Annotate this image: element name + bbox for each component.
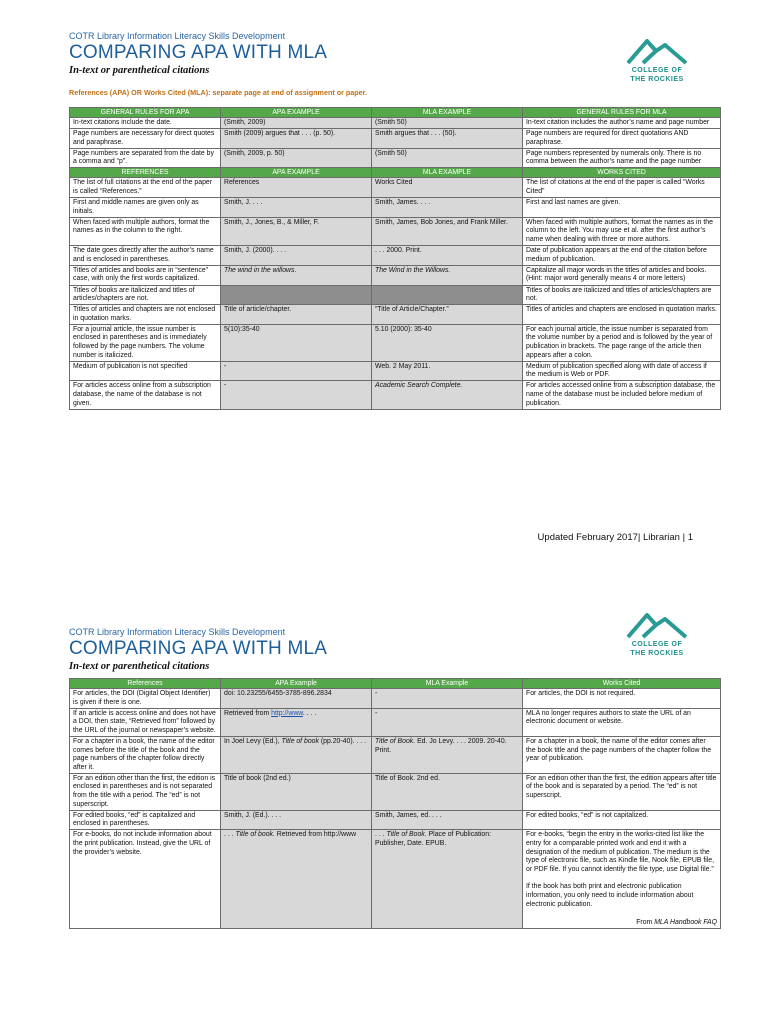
rule-mla-header: GENERAL RULES FOR MLA bbox=[523, 108, 721, 118]
table-row bbox=[70, 118, 721, 129]
table-row bbox=[70, 217, 721, 245]
apa-example-cell: - bbox=[221, 361, 372, 381]
apa-example-cell: Retrieved from http://www. . . . bbox=[221, 708, 372, 736]
table-header-row bbox=[70, 168, 721, 178]
mla-example-cell: - bbox=[372, 708, 523, 736]
rule-apa-header: REFERENCES bbox=[70, 168, 221, 178]
mla-example-cell: “Title of Article/Chapter.” bbox=[372, 305, 523, 325]
mla-example-cell: Works Cited bbox=[372, 178, 523, 198]
logo-text-line1: COLLEGE OF bbox=[631, 641, 683, 648]
table-row bbox=[70, 246, 721, 266]
mla-example-cell: Title of Book. Ed. Jo Levy. . . . 2009. 20-40. Print. bbox=[372, 736, 523, 773]
apa-mla-table-2 bbox=[69, 678, 721, 929]
mla-example-cell: (Smith 50) bbox=[372, 148, 523, 168]
page-title: COMPARING APA WITH MLA bbox=[69, 42, 328, 63]
mla-rule-cell: Capitalize all major words in the titles of articles and books. (Hint: major word generally means 4 or more letters) bbox=[523, 265, 721, 285]
apa-rule-cell: For articles, the DOI (Digital Object Identifier) is given if there is one. bbox=[70, 689, 221, 709]
table-row bbox=[70, 689, 721, 709]
rule-mla-header: WORKS CITED bbox=[523, 168, 721, 178]
apa-rule-cell: Titles of books are italicized and titles of articles/chapters are not. bbox=[70, 285, 221, 305]
apa-example-cell: (Smith, 2009) bbox=[221, 118, 372, 129]
apa-example-header: APA EXAMPLE bbox=[221, 108, 372, 118]
table-row bbox=[70, 265, 721, 285]
page-subtitle: In-text or parenthetical citations bbox=[69, 65, 210, 76]
mla-rule-cell: Titles of books are italicized and titles of articles/chapters are not. bbox=[523, 285, 721, 305]
apa-rule-cell: In-text citations include the date. bbox=[70, 118, 221, 129]
apa-mla-table-1 bbox=[69, 107, 721, 410]
table-header-row bbox=[70, 679, 721, 689]
mla-rule-cell: When faced with multiple authors, format the names as in the column to the left. You may use et al. after the first author’s name when dealing with three or more authors. bbox=[523, 217, 721, 245]
logo-text-line2: THE ROCKIES bbox=[630, 76, 684, 83]
example-url-link[interactable]: http://www bbox=[271, 709, 303, 717]
mla-rule-cell: Date of publication appears at the end of the citation before medium of publication. bbox=[523, 246, 721, 266]
apa-rule-cell: Medium of publication is not specified bbox=[70, 361, 221, 381]
table-row bbox=[70, 129, 721, 149]
mla-rule-cell: For a chapter in a book, the name of the editor comes after the book title and the page numbers of the chapter follow the year of publication. bbox=[523, 736, 721, 773]
page-subtitle: In-text or parenthetical citations bbox=[69, 661, 210, 672]
table-row bbox=[70, 708, 721, 736]
mla-example-header: MLA EXAMPLE bbox=[372, 168, 523, 178]
mla-example-cell: Smith, James, ed. . . . bbox=[372, 810, 523, 830]
apa-example-cell: (Smith, 2009, p. 50) bbox=[221, 148, 372, 168]
page-title: COMPARING APA WITH MLA bbox=[69, 638, 328, 659]
mla-rule-cell: For edited books, “ed” is not capitalized. bbox=[523, 810, 721, 830]
apa-rule-cell: The list of full citations at the end of the paper is called “References.” bbox=[70, 178, 221, 198]
table-row bbox=[70, 830, 721, 929]
logo-text-line2: THE ROCKIES bbox=[630, 650, 684, 657]
apa-rule-cell: The date goes directly after the author’s name and is enclosed in parentheses. bbox=[70, 246, 221, 266]
apa-example-cell: . . . Title of book. Retrieved from http://www bbox=[221, 830, 372, 929]
apa-rule-cell: For a journal article, the issue number is enclosed in parentheses and is immediately followed by the page numbers. The volume number is italicized. bbox=[70, 324, 221, 361]
apa-rule-cell: If an article is access online and does not have a DOI, then state, “Retrieved from” followed by the URL of the journal or newspaper’s website. bbox=[70, 708, 221, 736]
mla-example-cell: Title of Book. 2nd ed. bbox=[372, 773, 523, 810]
source-label: From bbox=[636, 919, 655, 927]
mla-example-header: MLA Example bbox=[372, 679, 523, 689]
apa-rule-cell: Page numbers are separated from the date by a comma and “p”. bbox=[70, 148, 221, 168]
mla-rule-cell: For articles accessed online from a subscription database, the name of the database must be included before medium of publication. bbox=[523, 381, 721, 409]
mla-rule-cell: For an edition other than the first, the edition appears after title of the book and is separated by a period. The “ed” is not superscript. bbox=[523, 773, 721, 810]
page-header bbox=[69, 31, 609, 97]
apa-example-cell: Smith, J. . . . bbox=[221, 198, 372, 218]
mla-example-cell: Smith argues that . . . (50). bbox=[372, 129, 523, 149]
org-name: COTR Library Information Literacy Skills Development bbox=[69, 627, 286, 637]
mla-example-cell: Academic Search Complete. bbox=[372, 381, 523, 409]
mla-rule-cell: First and last names are given. bbox=[523, 198, 721, 218]
apa-rule-cell: Page numbers are necessary for direct quotes and paraphrase. bbox=[70, 129, 221, 149]
table-row bbox=[70, 736, 721, 773]
apa-example-cell: The wind in the willows. bbox=[221, 265, 372, 285]
table-row bbox=[70, 178, 721, 198]
apa-rule-cell: When faced with multiple authors, format the names as in the column to the right. bbox=[70, 217, 221, 245]
page-2 bbox=[0, 610, 768, 1024]
apa-rule-cell: For an edition other than the first, the edition is enclosed in parentheses and is not separated from the title with a period. The “ed” is not superscript. bbox=[70, 773, 221, 810]
apa-example-cell: Smith, J. (Ed.). . . . bbox=[221, 810, 372, 830]
source-name: MLA Handbook FAQ bbox=[654, 919, 717, 927]
mountain-logo-icon bbox=[625, 610, 689, 640]
mla-rule-cell: The list of citations at the end of the paper is called “Works Cited” bbox=[523, 178, 721, 198]
mla-example-header: MLA EXAMPLE bbox=[372, 108, 523, 118]
mla-rule-cell: For e-books, “begin the entry in the works-cited list like the entry for a comparable printed work and end it with a designation of the medium of publication. The medium is the type of electronic file, such as Kindle file, Nook file, EPUB file, or PDF file. If you cannot identify the file type, use Digital file.” If the book has both print and electronic publication information, you only need to include information about electronic publication. From MLA Handbook FAQ bbox=[523, 830, 721, 929]
mla-example-cell: . . . 2000. Print. bbox=[372, 246, 523, 266]
table-row bbox=[70, 773, 721, 810]
mla-example-cell: Web. 2 May 2011. bbox=[372, 361, 523, 381]
apa-example-cell: 5(10):35-40 bbox=[221, 324, 372, 361]
table-row bbox=[70, 305, 721, 325]
table-header-row bbox=[70, 108, 721, 118]
mla-example-cell: - bbox=[372, 689, 523, 709]
page-header bbox=[69, 627, 609, 672]
apa-example-cell: In Joel Levy (Ed.), Title of book (pp.20-40). . . . bbox=[221, 736, 372, 773]
rule-apa-header: References bbox=[70, 679, 221, 689]
org-name: COTR Library Information Literacy Skills Development bbox=[69, 31, 286, 41]
apa-example-cell: - bbox=[221, 381, 372, 409]
apa-rule-cell: For a chapter in a book, the name of the editor comes before the title of the book and the page numbers of the chapter follow directly after it. bbox=[70, 736, 221, 773]
page-footer: Updated February 2017| Librarian | 1 bbox=[537, 532, 693, 543]
table-row bbox=[70, 324, 721, 361]
apa-example-cell: References bbox=[221, 178, 372, 198]
mla-rule-cell: MLA no longer requires authors to state the URL of an electronic document or website. bbox=[523, 708, 721, 736]
apa-rule-cell: For e-books, do not include information about the print publication. Instead, give the URL of the provider’s website. bbox=[70, 830, 221, 929]
table-row bbox=[70, 285, 721, 305]
table-row bbox=[70, 198, 721, 218]
mla-example-cell: The Wind in the Willows. bbox=[372, 265, 523, 285]
apa-rule-cell: For edited books, “ed” is capitalized and enclosed in parentheses. bbox=[70, 810, 221, 830]
mla-rule-cell: In-text citation includes the author’s name and page number bbox=[523, 118, 721, 129]
apa-example-cell bbox=[221, 285, 372, 305]
mountain-logo-icon bbox=[625, 36, 689, 66]
apa-rule-cell: First and middle names are given only as initials. bbox=[70, 198, 221, 218]
mla-example-cell: Smith, James, Bob Jones, and Frank Miller. bbox=[372, 217, 523, 245]
mla-rule-cell: Page numbers are required for direct quotations AND paraphrase. bbox=[523, 129, 721, 149]
mla-rule-cell: For articles, the DOI is not required. bbox=[523, 689, 721, 709]
college-logo bbox=[612, 610, 702, 658]
apa-rule-cell: Titles of articles and books are in “sentence” case, with only the first words capitalized. bbox=[70, 265, 221, 285]
apa-example-cell: Title of article/chapter. bbox=[221, 305, 372, 325]
apa-rule-cell: For articles access online from a subscription database, the name of the database is not given. bbox=[70, 381, 221, 409]
college-logo bbox=[612, 36, 702, 84]
apa-example-cell: Smith, J., Jones, B., & Miller, F. bbox=[221, 217, 372, 245]
apa-example-header: APA Example bbox=[221, 679, 372, 689]
table-row bbox=[70, 148, 721, 168]
rule-apa-header: GENERAL RULES FOR APA bbox=[70, 108, 221, 118]
source-attribution bbox=[526, 919, 717, 928]
apa-rule-cell: Titles of articles and chapters are not enclosed in quotation marks. bbox=[70, 305, 221, 325]
apa-example-cell: Title of book (2nd ed.) bbox=[221, 773, 372, 810]
apa-example-cell: doi: 10.23255/6455-3785-896.2834 bbox=[221, 689, 372, 709]
references-note: References (APA) OR Works Cited (MLA): separate page at end of assignment or paper. bbox=[69, 88, 368, 97]
apa-example-cell: Smith (2009) argues that . . . (p. 50). bbox=[221, 129, 372, 149]
apa-example-header: APA EXAMPLE bbox=[221, 168, 372, 178]
table-row bbox=[70, 810, 721, 830]
mla-rule-cell: For each journal article, the issue number is separated from the volume number by a period and is followed by the year of publication in brackets. The page range of the article then appears after a colon. bbox=[523, 324, 721, 361]
table-row bbox=[70, 361, 721, 381]
mla-rule-cell: Medium of publication specified along with date of access if the medium is Web or PDF. bbox=[523, 361, 721, 381]
mla-example-cell bbox=[372, 285, 523, 305]
apa-example-cell: Smith, J. (2000). . . . bbox=[221, 246, 372, 266]
table-row bbox=[70, 381, 721, 409]
mla-example-cell: 5.10 (2000): 35-40 bbox=[372, 324, 523, 361]
mla-example-cell: . . . Title of Book. Place of Publication: Publisher, Date. EPUB. bbox=[372, 830, 523, 929]
mla-rule-cell: Page numbers represented by numerals only. There is no comma between the author’s name and the page number bbox=[523, 148, 721, 168]
ebook-note: If the book has both print and electronic publication information, you only need to include information about electronic publication. bbox=[526, 883, 694, 908]
rule-mla-header: Works Cited bbox=[523, 679, 721, 689]
mla-rule-cell: Titles of articles and chapters are enclosed in quotation marks. bbox=[523, 305, 721, 325]
logo-text-line1: COLLEGE OF bbox=[631, 67, 683, 74]
mla-example-cell: (Smith 50) bbox=[372, 118, 523, 129]
mla-example-cell: Smith, James. . . . bbox=[372, 198, 523, 218]
